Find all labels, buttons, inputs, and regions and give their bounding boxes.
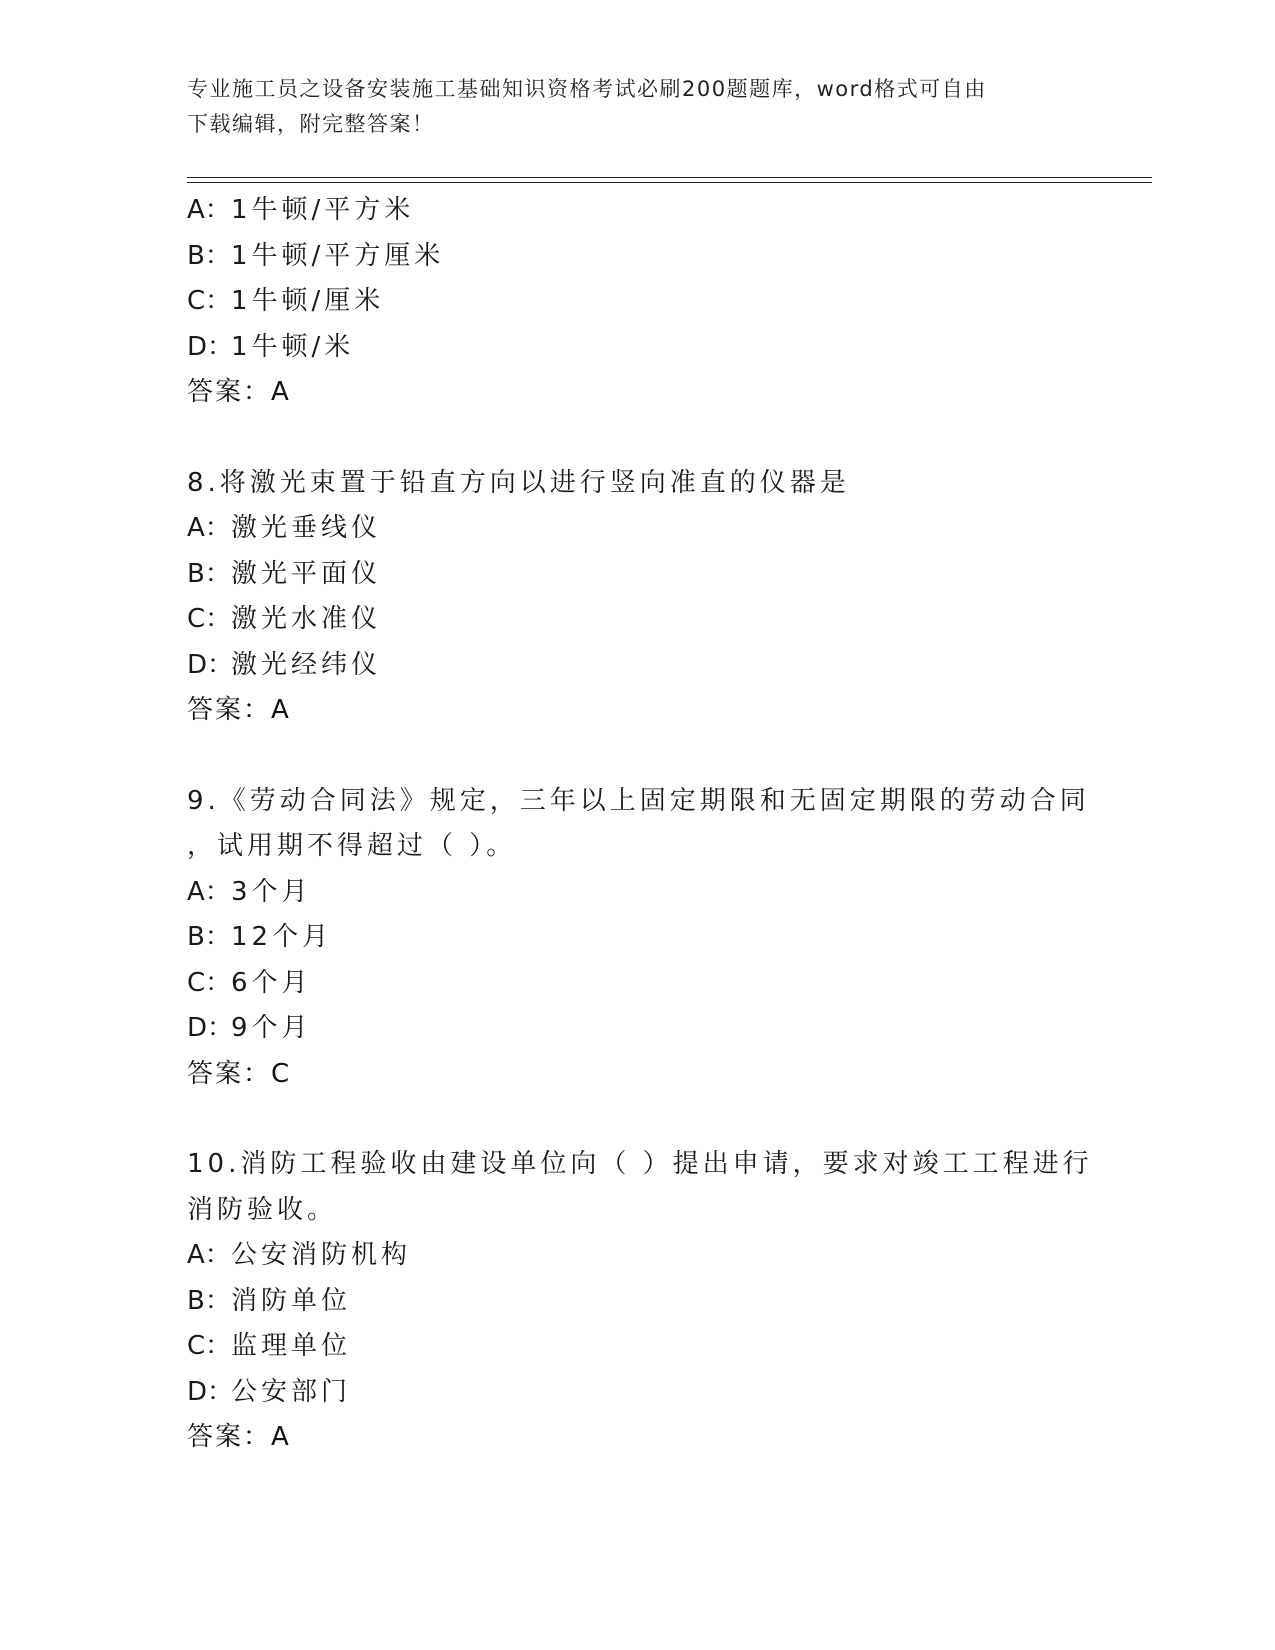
option-key: A： [187, 513, 231, 543]
answer-label: 答案： [187, 377, 272, 407]
option-b [187, 915, 1152, 961]
option-c [187, 961, 1152, 1007]
answer-line [187, 1052, 1152, 1098]
question-9 [187, 779, 1152, 1098]
option-key: B： [187, 558, 231, 589]
option-text: 9个月 [231, 1013, 312, 1043]
option-text: 公安部门 [231, 1376, 352, 1407]
question-8 [187, 461, 1152, 734]
header-title-line-2: 下载编辑，附完整答案！ [187, 112, 435, 136]
answer-label: 答案： [187, 1058, 272, 1089]
option-text: 1牛顿/厘米 [231, 286, 385, 316]
option-key: D： [187, 331, 234, 362]
answer-value: C [271, 1058, 292, 1089]
option-text: 6个月 [231, 967, 312, 998]
option-c [187, 597, 1152, 643]
answer-label: 答案： [187, 1422, 272, 1452]
option-key: C： [187, 967, 232, 998]
option-text: 激光垂线仪 [231, 513, 382, 543]
option-text: 1牛顿/平方米 [231, 195, 415, 225]
answer-line [187, 370, 1152, 416]
question-10 [187, 1142, 1152, 1461]
question-stem-line-1: 9.《劳动合同法》规定，三年以上固定期限和无固定期限的劳动合同 [187, 785, 1090, 816]
option-key: C： [187, 286, 232, 316]
question-stem-line-2: ，试用期不得超过（ ）。 [187, 831, 517, 861]
option-b [187, 552, 1152, 598]
option-b [187, 234, 1152, 280]
option-key: C： [187, 604, 232, 634]
option-key: D： [187, 649, 234, 680]
header-divider-bottom [187, 182, 1152, 183]
header-title-line-1: 专业施工员之设备安装施工基础知识资格考试必刷200题题库，word格式可自由 [187, 77, 987, 101]
option-key: A： [187, 876, 231, 907]
option-b [187, 1279, 1152, 1325]
option-text: 消防单位 [231, 1285, 352, 1316]
option-c [187, 279, 1152, 325]
option-text: 公安消防机构 [231, 1240, 412, 1270]
question-stem: 8.将激光束置于铅直方向以进行竖向准直的仪器是 [187, 467, 850, 498]
option-text: 3个月 [231, 876, 312, 907]
option-text: 1牛顿/平方厘米 [231, 240, 445, 271]
question-stem-line-2: 消防验收。 [187, 1194, 338, 1225]
option-d [187, 643, 1152, 689]
option-a [187, 1233, 1152, 1279]
option-key: D： [187, 1376, 234, 1407]
option-a [187, 506, 1152, 552]
spacer [187, 734, 1152, 779]
answer-label: 答案： [187, 695, 272, 725]
answer-line [187, 1415, 1152, 1461]
answer-value: A [271, 1422, 291, 1452]
spacer [187, 416, 1152, 461]
option-a [187, 870, 1152, 916]
option-key: B： [187, 240, 231, 271]
option-d [187, 1006, 1152, 1052]
option-c [187, 1324, 1152, 1370]
option-text: 12个月 [231, 922, 333, 952]
option-d [187, 1370, 1152, 1416]
question-stem-line-1: 10.消防工程验收由建设单位向（ ）提出申请，要求对竣工工程进行 [187, 1149, 1093, 1179]
option-a [187, 188, 1152, 234]
answer-value: A [271, 377, 291, 407]
option-text: 监理单位 [231, 1331, 352, 1361]
option-key: B： [187, 922, 231, 952]
answer-value: A [271, 695, 291, 725]
option-text: 激光经纬仪 [231, 649, 382, 680]
document-header [187, 72, 1067, 142]
spacer [187, 1097, 1152, 1142]
option-key: C： [187, 1331, 232, 1361]
option-d [187, 325, 1152, 371]
option-key: A： [187, 1240, 231, 1270]
question-list [187, 188, 1152, 1461]
option-key: B： [187, 1285, 231, 1316]
answer-line [187, 688, 1152, 734]
option-text: 1牛顿/米 [231, 331, 355, 362]
option-key: D： [187, 1013, 234, 1043]
option-text: 激光平面仪 [231, 558, 382, 589]
question-7 [187, 188, 1152, 416]
option-text: 激光水准仪 [231, 604, 382, 634]
header-divider-top [187, 177, 1152, 178]
option-key: A： [187, 195, 231, 225]
